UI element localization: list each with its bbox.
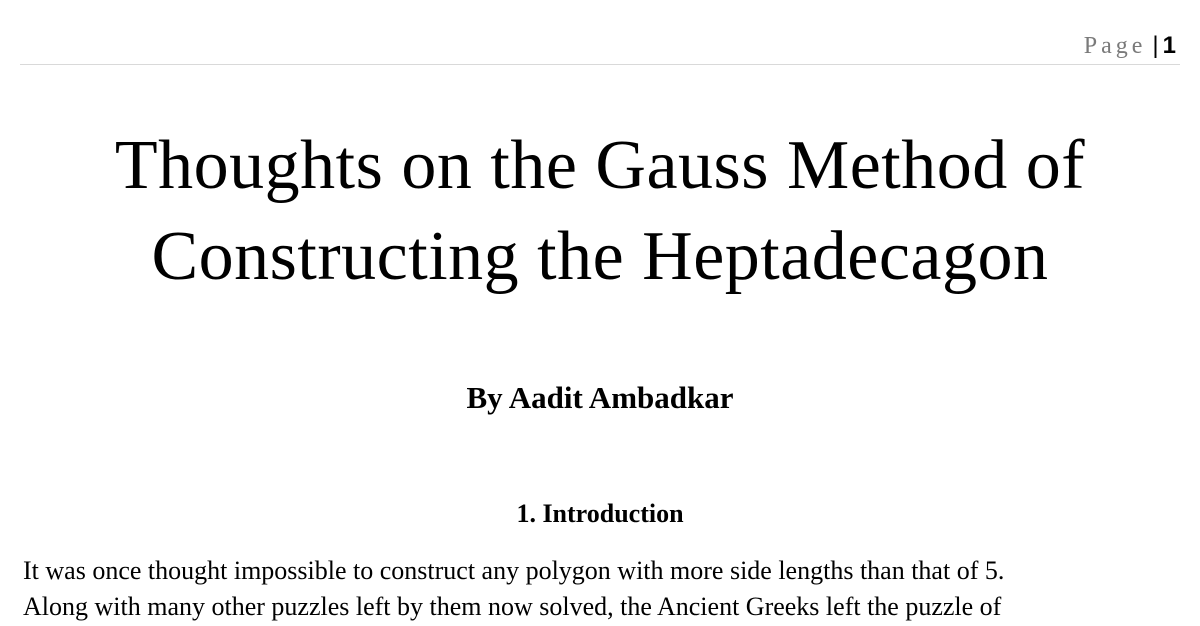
section-heading: 1. Introduction [516, 499, 684, 528]
page-label: Page [1083, 33, 1147, 59]
page-header [1084, 30, 1176, 62]
paragraph-line: Along with many other puzzles left by them now solved, the Ancient Greeks left the puzzle of [23, 592, 1002, 621]
author-byline: By Aadit Ambadkar [466, 380, 734, 415]
title-line: Constructing the Heptadecagon [151, 218, 1049, 295]
page-number: 1 [1162, 32, 1176, 59]
body-paragraph [23, 553, 1180, 625]
paragraph-line: It was once thought impossible to construct any polygon with more side lengths than that of 5. [23, 556, 1005, 585]
header-divider [20, 64, 1180, 65]
title-line: Thoughts on the Gauss Method of [114, 127, 1086, 204]
document-title [0, 120, 1200, 302]
page-separator: | [1152, 32, 1159, 59]
